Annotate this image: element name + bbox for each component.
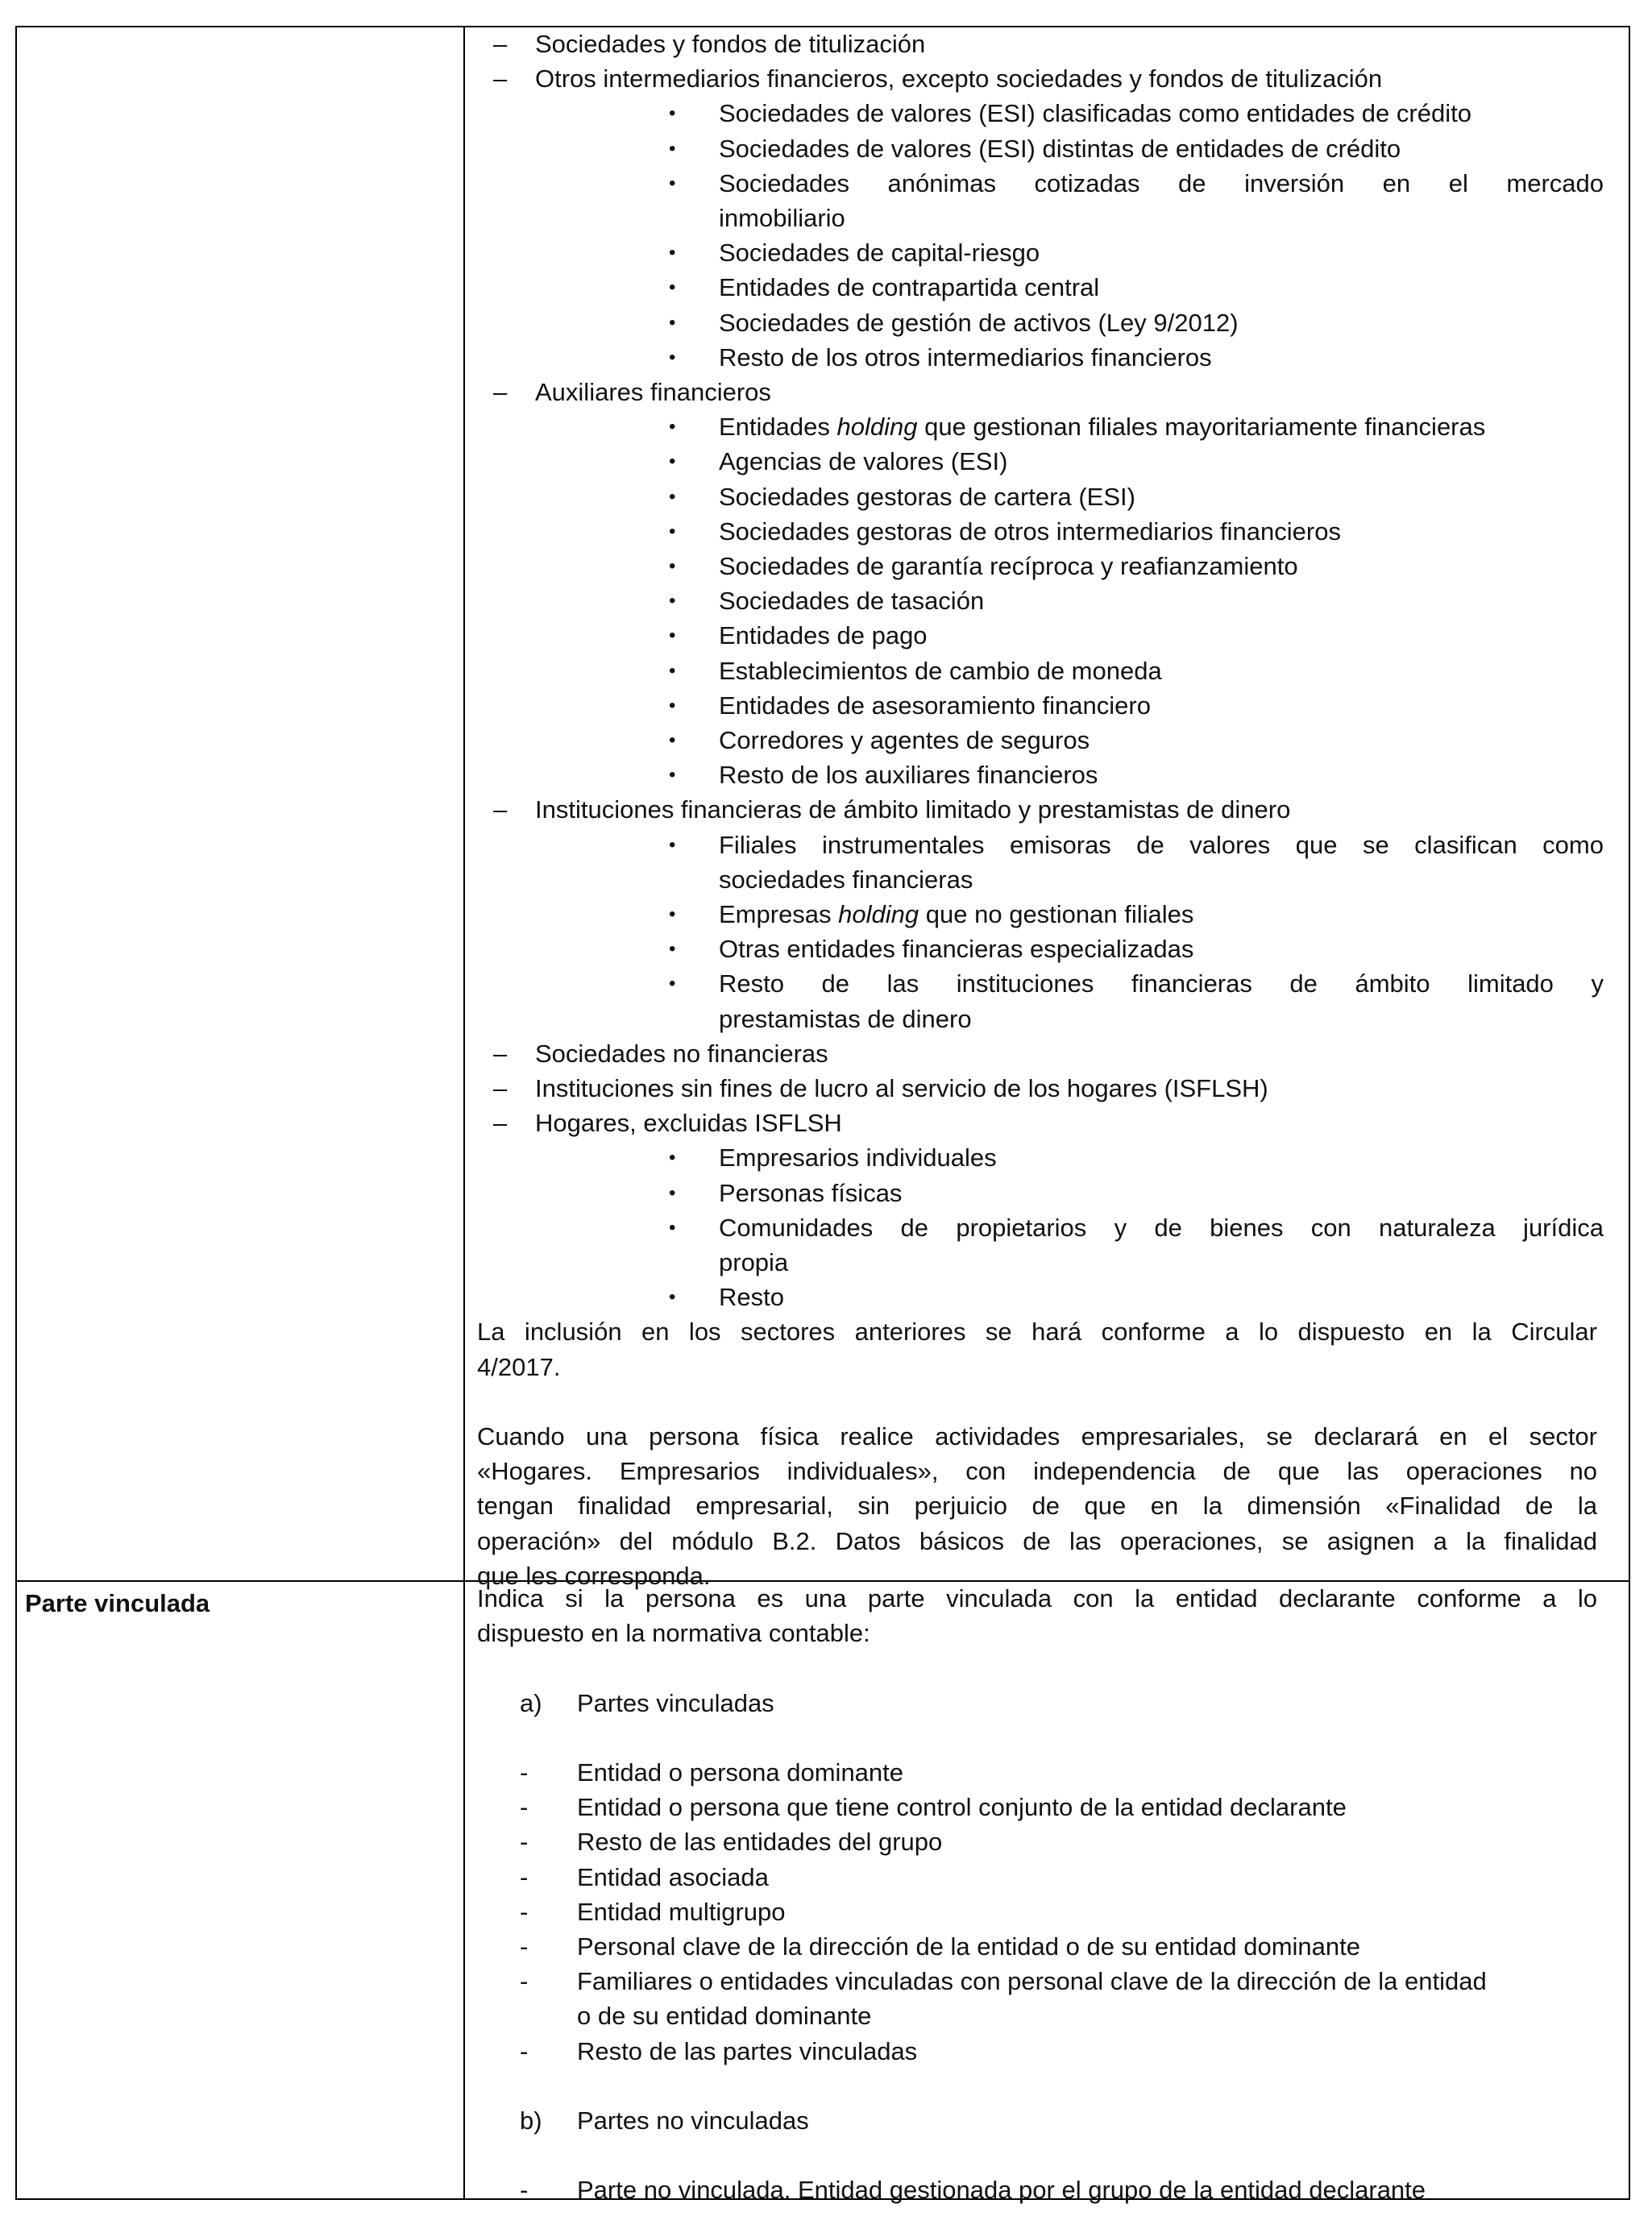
dash-marker: -: [520, 1793, 529, 1822]
bullet-icon: •: [669, 833, 676, 856]
item-label-part: Empresas: [719, 900, 839, 928]
item-label: Comunidades de propietarios y de bienes con naturaleza jurídica: [719, 1213, 1604, 1242]
item-label: Resto de las instituciones financieras de ámbito limitado y: [719, 969, 1604, 998]
dash-marker: –: [493, 378, 508, 406]
item-label: propia: [719, 1248, 789, 1276]
dash-marker: -: [520, 2036, 529, 2065]
relation-item-label: Resto de las partes vinculadas: [577, 2036, 918, 2065]
group-marker: b): [520, 2106, 542, 2135]
dash-marker: -: [520, 1758, 529, 1787]
bullet-icon: •: [669, 520, 676, 542]
bullet-icon: •: [669, 311, 676, 334]
relation-item-label: Resto de las entidades del grupo: [577, 1828, 943, 1857]
dash-marker: -: [520, 2176, 529, 2205]
item-label: Otros intermediarios financieros, excepto sociedades y fondos de titulización: [535, 64, 1383, 93]
item-label: Instituciones sin fines de lucro al servicio de los hogares (ISFLSH): [535, 1074, 1268, 1102]
item-label: Sociedades de garantía recíproca y reafianzamiento: [719, 552, 1298, 580]
item-label: Auxiliares financieros: [535, 378, 771, 406]
item-label: Sociedades de gestión de activos (Ley 9/2012): [719, 308, 1239, 337]
bullet-icon: •: [669, 346, 676, 368]
bullet-icon: •: [669, 938, 676, 961]
item-label-part: que no gestionan filiales: [919, 900, 1194, 928]
bullet-icon: •: [669, 973, 676, 995]
dash-marker: –: [493, 1109, 508, 1138]
dash-marker: –: [493, 795, 508, 824]
bullet-icon: •: [669, 1216, 676, 1239]
bullet-icon: •: [669, 659, 676, 682]
item-label: Sociedades de valores (ESI) distintas de entidades de crédito: [719, 134, 1401, 163]
row1-label-cell: [16, 27, 464, 1581]
item-label: [719, 898, 1193, 932]
item-label-emphasis: holding: [836, 413, 918, 442]
item-label-part: que gestionan filiales mayoritariamente financieras: [917, 413, 1486, 442]
item-label: Sociedades de valores (ESI) clasificadas como entidades de crédito: [719, 99, 1471, 128]
item-label: inmobiliario: [719, 204, 845, 232]
dash-marker: -: [520, 1967, 529, 1996]
item-label: sociedades financieras: [719, 865, 973, 894]
item-label: Sociedades y fondos de titulización: [535, 30, 926, 58]
bullet-icon: •: [669, 625, 676, 647]
item-label: Filiales instrumentales emisoras de valores que se clasifican como: [719, 830, 1604, 859]
bullet-icon: •: [669, 903, 676, 925]
sector-note-line: 4/2017.: [477, 1352, 561, 1381]
relation-item-label: o de su entidad dominante: [577, 2002, 872, 2031]
relation-item-label: Entidad multigrupo: [577, 1897, 786, 1926]
parte-vinculada-description: Indica si la persona es una parte vinculada con la entidad declarante conforme a lo: [477, 1584, 1597, 1612]
dash-marker: -: [520, 1897, 529, 1926]
item-label: Resto de los otros intermediarios financieros: [719, 342, 1212, 371]
bullet-icon: •: [669, 555, 676, 577]
bullet-icon: •: [669, 1181, 676, 1204]
bullet-icon: •: [669, 416, 676, 438]
relation-item-label: Entidad o persona que tiene control conjunto de la entidad declarante: [577, 1793, 1347, 1822]
item-label: Personas físicas: [719, 1178, 903, 1207]
group-marker: a): [520, 1688, 542, 1717]
row-label-parte-vinculada: Parte vinculada: [16, 1581, 464, 2199]
bullet-icon: •: [669, 137, 676, 160]
item-label: Corredores y agentes de seguros: [719, 726, 1090, 754]
item-label: Establecimientos de cambio de moneda: [719, 656, 1162, 685]
item-label: Hogares, excluidas ISFLSH: [535, 1109, 842, 1138]
relation-item-label: Parte no vinculada. Entidad gestionada por el grupo de la entidad declarante: [577, 2176, 1426, 2205]
item-label: Sociedades anónimas cotizadas de inversión en el mercado: [719, 168, 1604, 197]
row1-content-cell: [464, 27, 1629, 1590]
item-label: Otras entidades financieras especializadas: [719, 935, 1194, 964]
dash-marker: –: [493, 30, 508, 58]
group-title: Partes no vinculadas: [577, 2106, 809, 2135]
dash-marker: -: [520, 1828, 529, 1857]
relation-item-label: Entidad o persona dominante: [577, 1758, 904, 1787]
individual-entrepreneur-note-line: Cuando una persona física realice actividades empresariales, se declarará en el sector: [477, 1422, 1597, 1451]
item-label: Empresarios individuales: [719, 1143, 997, 1172]
relation-item-label: Entidad asociada: [577, 1862, 769, 1891]
individual-entrepreneur-note-line: operación» del módulo B.2. Datos básicos de las operaciones, se asignen a la finalidad: [477, 1526, 1597, 1555]
relation-item-label: Personal clave de la dirección de la entidad o de su entidad dominante: [577, 1932, 1360, 1961]
item-label: prestamistas de dinero: [719, 1004, 972, 1033]
bullet-icon: •: [669, 694, 676, 716]
bullet-icon: •: [669, 102, 676, 125]
parte-vinculada-description: dispuesto en la normativa contable:: [477, 1619, 870, 1648]
item-label: Entidades de pago: [719, 621, 928, 650]
bullet-icon: •: [669, 450, 676, 473]
dash-marker: –: [493, 1074, 508, 1102]
item-label-part: Entidades: [719, 413, 837, 442]
individual-entrepreneur-note-line: que les corresponda.: [477, 1561, 711, 1590]
individual-entrepreneur-note-line: tengan finalidad empresarial, sin perjuicio de que en la dimensión «Finalidad de la: [477, 1492, 1597, 1521]
item-label: Instituciones financieras de ámbito limitado y prestamistas de dinero: [535, 795, 1291, 824]
dash-marker: -: [520, 1932, 529, 1961]
dash-marker: –: [493, 64, 508, 93]
bullet-icon: •: [669, 1147, 676, 1169]
dash-marker: -: [520, 1862, 529, 1891]
item-label-emphasis: holding: [838, 900, 919, 928]
bullet-icon: •: [669, 276, 676, 299]
table-row-sectors: [16, 27, 1629, 1581]
group-title: Partes vinculadas: [577, 1688, 774, 1717]
document-table: [15, 26, 1630, 2205]
item-label: [719, 410, 1485, 444]
item-label: Entidades de contrapartida central: [719, 273, 1100, 302]
table-row-parte-vinculada: [16, 1581, 1629, 2199]
relation-item-label: Familiares o entidades vinculadas con personal clave de la dirección de la entidad: [577, 1967, 1487, 1996]
bullet-icon: •: [669, 729, 676, 751]
item-label: Sociedades gestoras de otros intermediarios financieros: [719, 517, 1341, 546]
item-label: Entidades de asesoramiento financiero: [719, 691, 1151, 720]
bullet-icon: •: [669, 1286, 676, 1309]
bullet-icon: •: [669, 485, 676, 508]
sector-note-line: La inclusión en los sectores anteriores se hará conforme a lo dispuesto en la Circular: [477, 1318, 1597, 1347]
bullet-icon: •: [669, 172, 676, 194]
item-label: Sociedades gestoras de cartera (ESI): [719, 482, 1135, 511]
item-label: Resto: [719, 1283, 784, 1312]
bullet-icon: •: [669, 242, 676, 264]
item-label: Sociedades de tasación: [719, 587, 985, 616]
row2-content-cell: [464, 1581, 1629, 2205]
item-label: Sociedades no financieras: [535, 1039, 828, 1068]
item-label: Agencias de valores (ESI): [719, 447, 1008, 476]
individual-entrepreneur-note-line: «Hogares. Empresarios individuales», con independencia de que las operaciones no: [477, 1457, 1597, 1486]
bullet-icon: •: [669, 764, 676, 786]
item-label: Resto de los auxiliares financieros: [719, 761, 1098, 790]
bullet-icon: •: [669, 590, 676, 612]
dash-marker: –: [493, 1039, 508, 1068]
item-label: Sociedades de capital-riesgo: [719, 239, 1040, 268]
